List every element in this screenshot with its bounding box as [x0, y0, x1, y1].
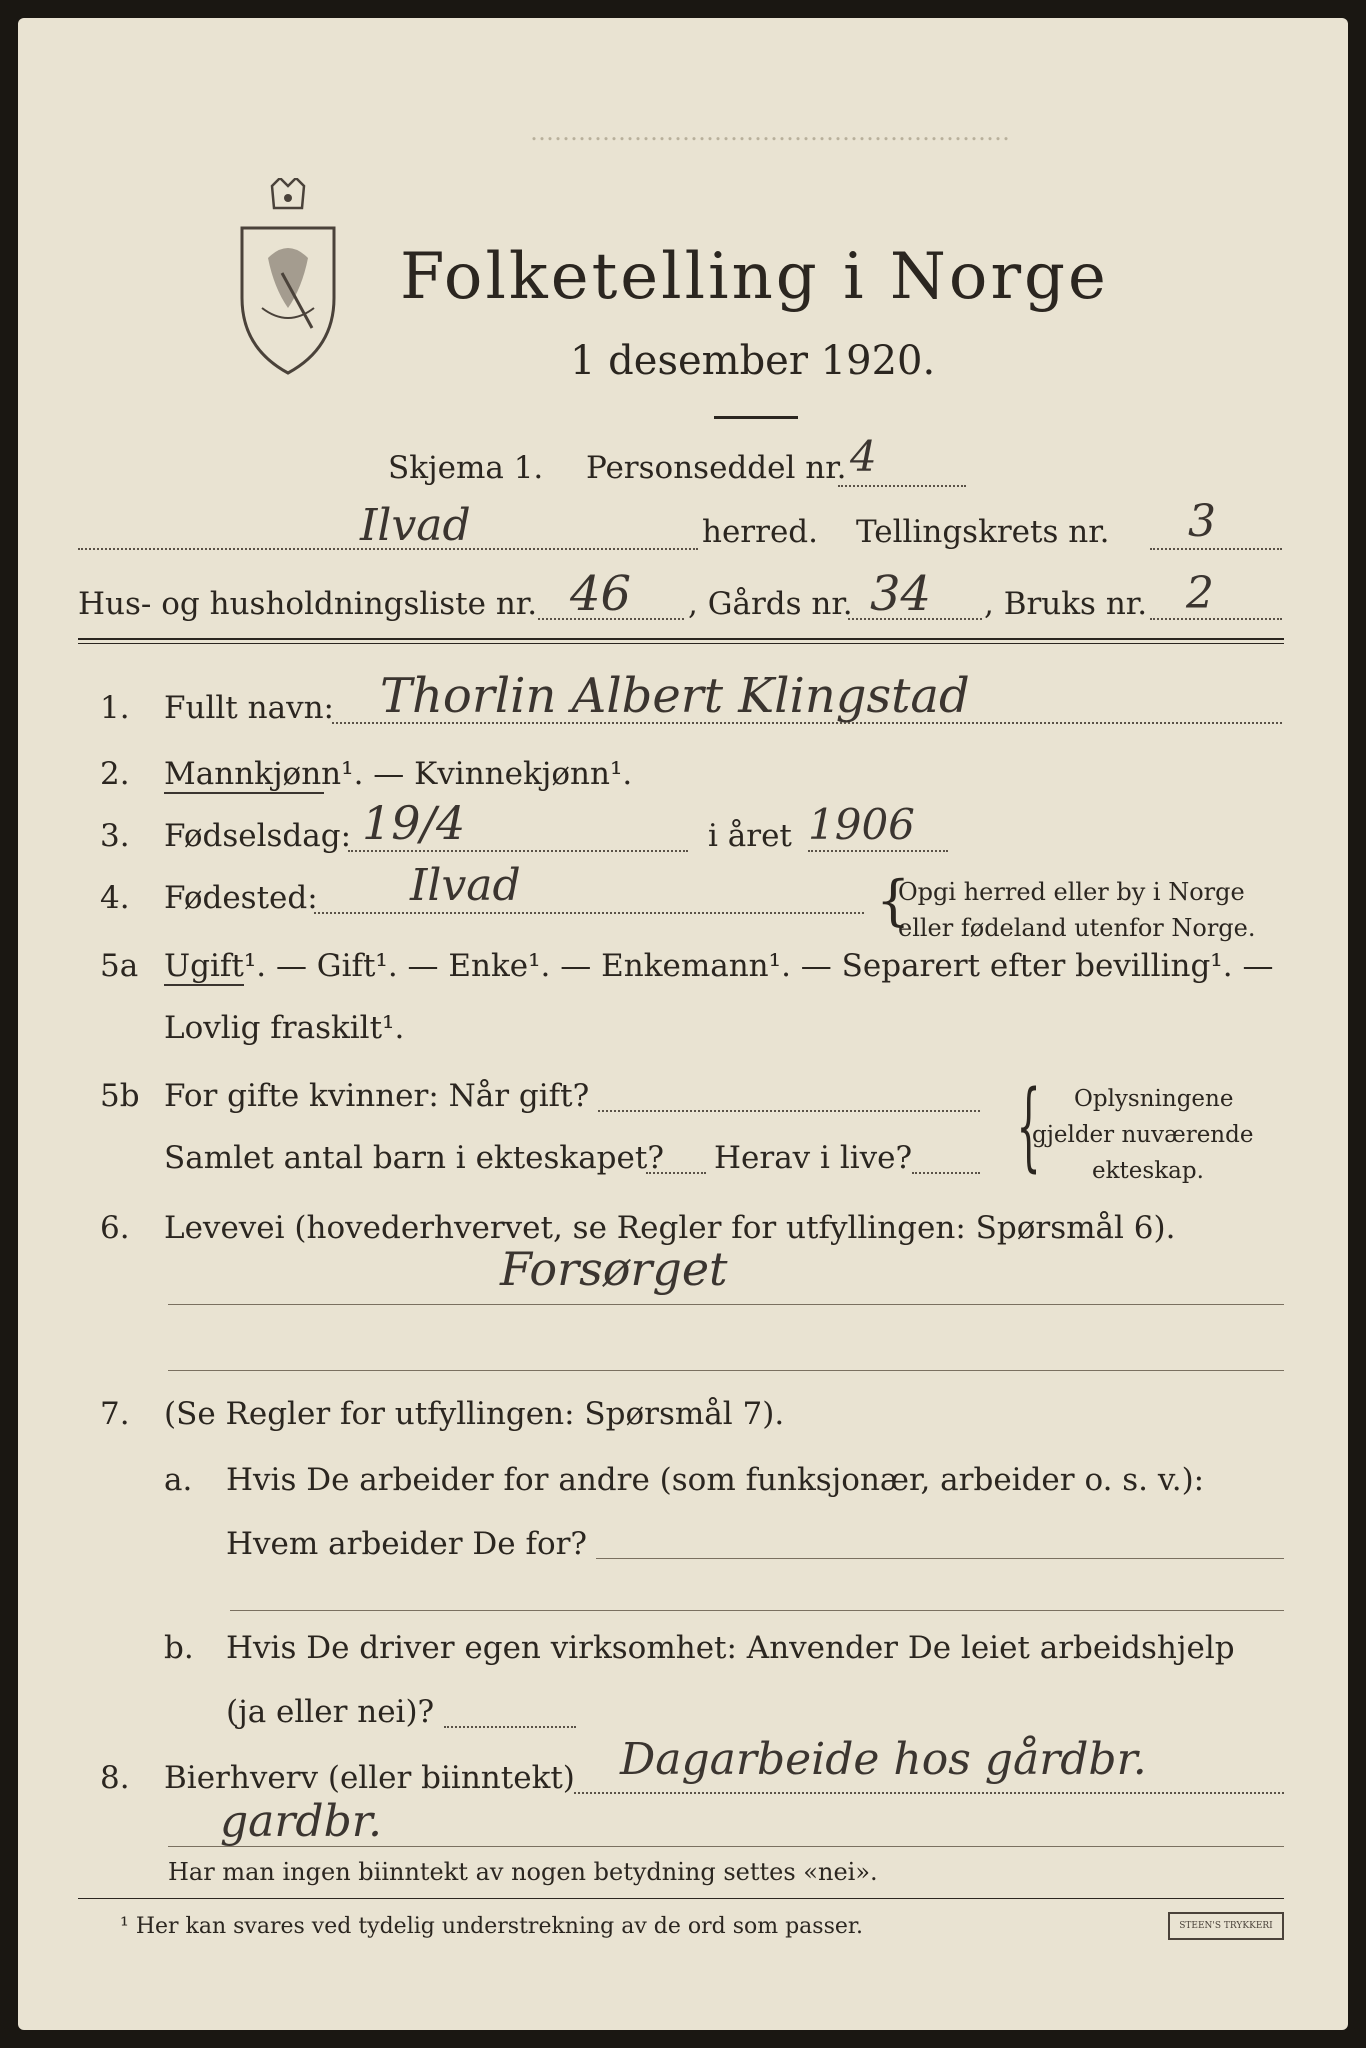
q5b-line2b: Herav i live?	[714, 1140, 913, 1176]
q5b-note-line1: Oplysningene	[1074, 1086, 1234, 1112]
personseddel-line	[838, 485, 966, 487]
q4-number: 4.	[100, 880, 130, 916]
q8-note: Har man ingen biinntekt av nogen betydning settes «nei».	[168, 1858, 878, 1886]
header-rule-top	[78, 638, 1284, 640]
q7-label: (Se Regler for utfyllingen: Spørsmål 7).	[164, 1396, 785, 1432]
q7a-number: a.	[164, 1462, 193, 1498]
q6-value: Forsørget	[500, 1242, 728, 1296]
q4-note-line1: Opgi herred eller by i Norge	[898, 878, 1245, 906]
bleed-through-text: ……………………………………………………	[530, 118, 1010, 146]
q5a-line2: Lovlig fraskilt¹.	[164, 1010, 405, 1046]
husliste-value: 46	[570, 566, 632, 622]
schema-label: Skjema 1.	[388, 450, 544, 486]
q3-year-value: 1906	[808, 800, 915, 849]
q5a-underline	[164, 984, 244, 986]
footer-rule	[78, 1898, 1284, 1899]
printer-stamp: STEEN'S TRYKKERI	[1168, 1912, 1284, 1940]
q8-label: Bierhverv (eller biinntekt)	[164, 1760, 575, 1796]
q3-number: 3.	[100, 818, 130, 854]
q3-label: Fødselsdag:	[164, 818, 352, 854]
bruks-line	[1150, 618, 1282, 620]
tellingskrets-line	[1150, 548, 1282, 550]
q7a-line1: Hvis De arbeider for andre (som funksjonær, arbeider o. s. v.):	[226, 1462, 1205, 1498]
q4-label: Fødested:	[164, 880, 318, 916]
q1-number: 1.	[100, 690, 130, 726]
gards-value: 34	[870, 566, 932, 622]
q7b-answer-line	[444, 1726, 576, 1728]
q3-line	[348, 850, 688, 852]
q8-value-line1: Dagarbeide hos gårdbr.	[620, 1734, 1147, 1785]
q8-answer-line	[168, 1846, 1284, 1847]
q4-line	[314, 912, 864, 914]
q5b-line1: For gifte kvinner: Når gift?	[164, 1078, 590, 1114]
q8-value-line2: gardbr.	[220, 1796, 382, 1847]
bruks-label: , Bruks nr.	[984, 586, 1148, 622]
q1-label: Fullt navn:	[164, 690, 334, 726]
title-divider	[714, 416, 798, 419]
gards-label: , Gårds nr.	[688, 586, 853, 622]
husliste-label: Hus- og husholdningsliste nr.	[78, 586, 538, 622]
q7a-answer-line1	[596, 1558, 1284, 1559]
tellingskrets-label: Tellingskrets nr.	[856, 514, 1110, 550]
header-rule-bottom	[78, 643, 1284, 644]
q5b-line2a: Samlet antal barn i ekteskapet?	[164, 1140, 664, 1176]
q7b-line1: Hvis De driver egen virksomhet: Anvender De leiet arbeidshjelp	[226, 1630, 1235, 1666]
q4-note-line2: eller fødeland utenfor Norge.	[898, 914, 1256, 942]
q5b-married-line	[598, 1110, 980, 1112]
personseddel-value: 4	[850, 432, 877, 481]
q3-year-line	[808, 850, 948, 852]
q5b-children-line	[646, 1172, 706, 1174]
q4-value: Ilvad	[410, 860, 521, 911]
q8-line	[574, 1792, 1284, 1794]
q4-brace: {	[876, 869, 911, 932]
q3-value: 19/4	[362, 796, 466, 850]
q1-value: Thorlin Albert Klingstad	[380, 668, 970, 724]
q2-underline	[164, 792, 324, 794]
q2-label: Mannkjønn¹. — Kvinnekjønn¹.	[164, 756, 633, 792]
q6-line1	[168, 1304, 1284, 1305]
q5a-number: 5a	[100, 948, 139, 984]
herred-value: Ilvad	[360, 500, 471, 551]
q8-number: 8.	[100, 1760, 130, 1796]
q3-year-label: i året	[708, 818, 792, 854]
q7a-line2: Hvem arbeider De for?	[226, 1526, 588, 1562]
coat-of-arms-icon	[232, 178, 344, 378]
form-date: 1 desember 1920.	[570, 338, 936, 384]
q7a-answer-line2	[230, 1610, 1284, 1611]
footnote: ¹ Her kan svares ved tydelig understrekning av de ord som passer.	[120, 1914, 863, 1939]
q5b-note-line3: ekteskap.	[1092, 1158, 1204, 1184]
q5b-number: 5b	[100, 1078, 140, 1114]
q2-number: 2.	[100, 756, 130, 792]
q6-line2	[168, 1370, 1284, 1371]
q7b-line2: (ja eller nei)?	[226, 1694, 435, 1730]
q7-number: 7.	[100, 1396, 130, 1432]
personseddel-label: Personseddel nr.	[586, 450, 847, 486]
q5b-note-line2: gjelder nuværende	[1032, 1122, 1254, 1148]
tellingskrets-value: 3	[1188, 496, 1216, 547]
q5b-brace: {	[1016, 1070, 1041, 1182]
q6-number: 6.	[100, 1210, 130, 1246]
form-title: Folketelling i Norge	[400, 240, 1109, 314]
q7b-number: b.	[164, 1630, 194, 1666]
q6-label: Levevei (hovederhvervet, se Regler for utfyllingen: Spørsmål 6).	[164, 1210, 1176, 1246]
herred-label: herred.	[702, 514, 818, 550]
q5a-line1: Ugift¹. — Gift¹. — Enke¹. — Enkemann¹. — Separert efter bevilling¹. —	[164, 948, 1274, 984]
bruks-value: 2	[1186, 568, 1214, 619]
q5b-alive-line	[912, 1172, 980, 1174]
